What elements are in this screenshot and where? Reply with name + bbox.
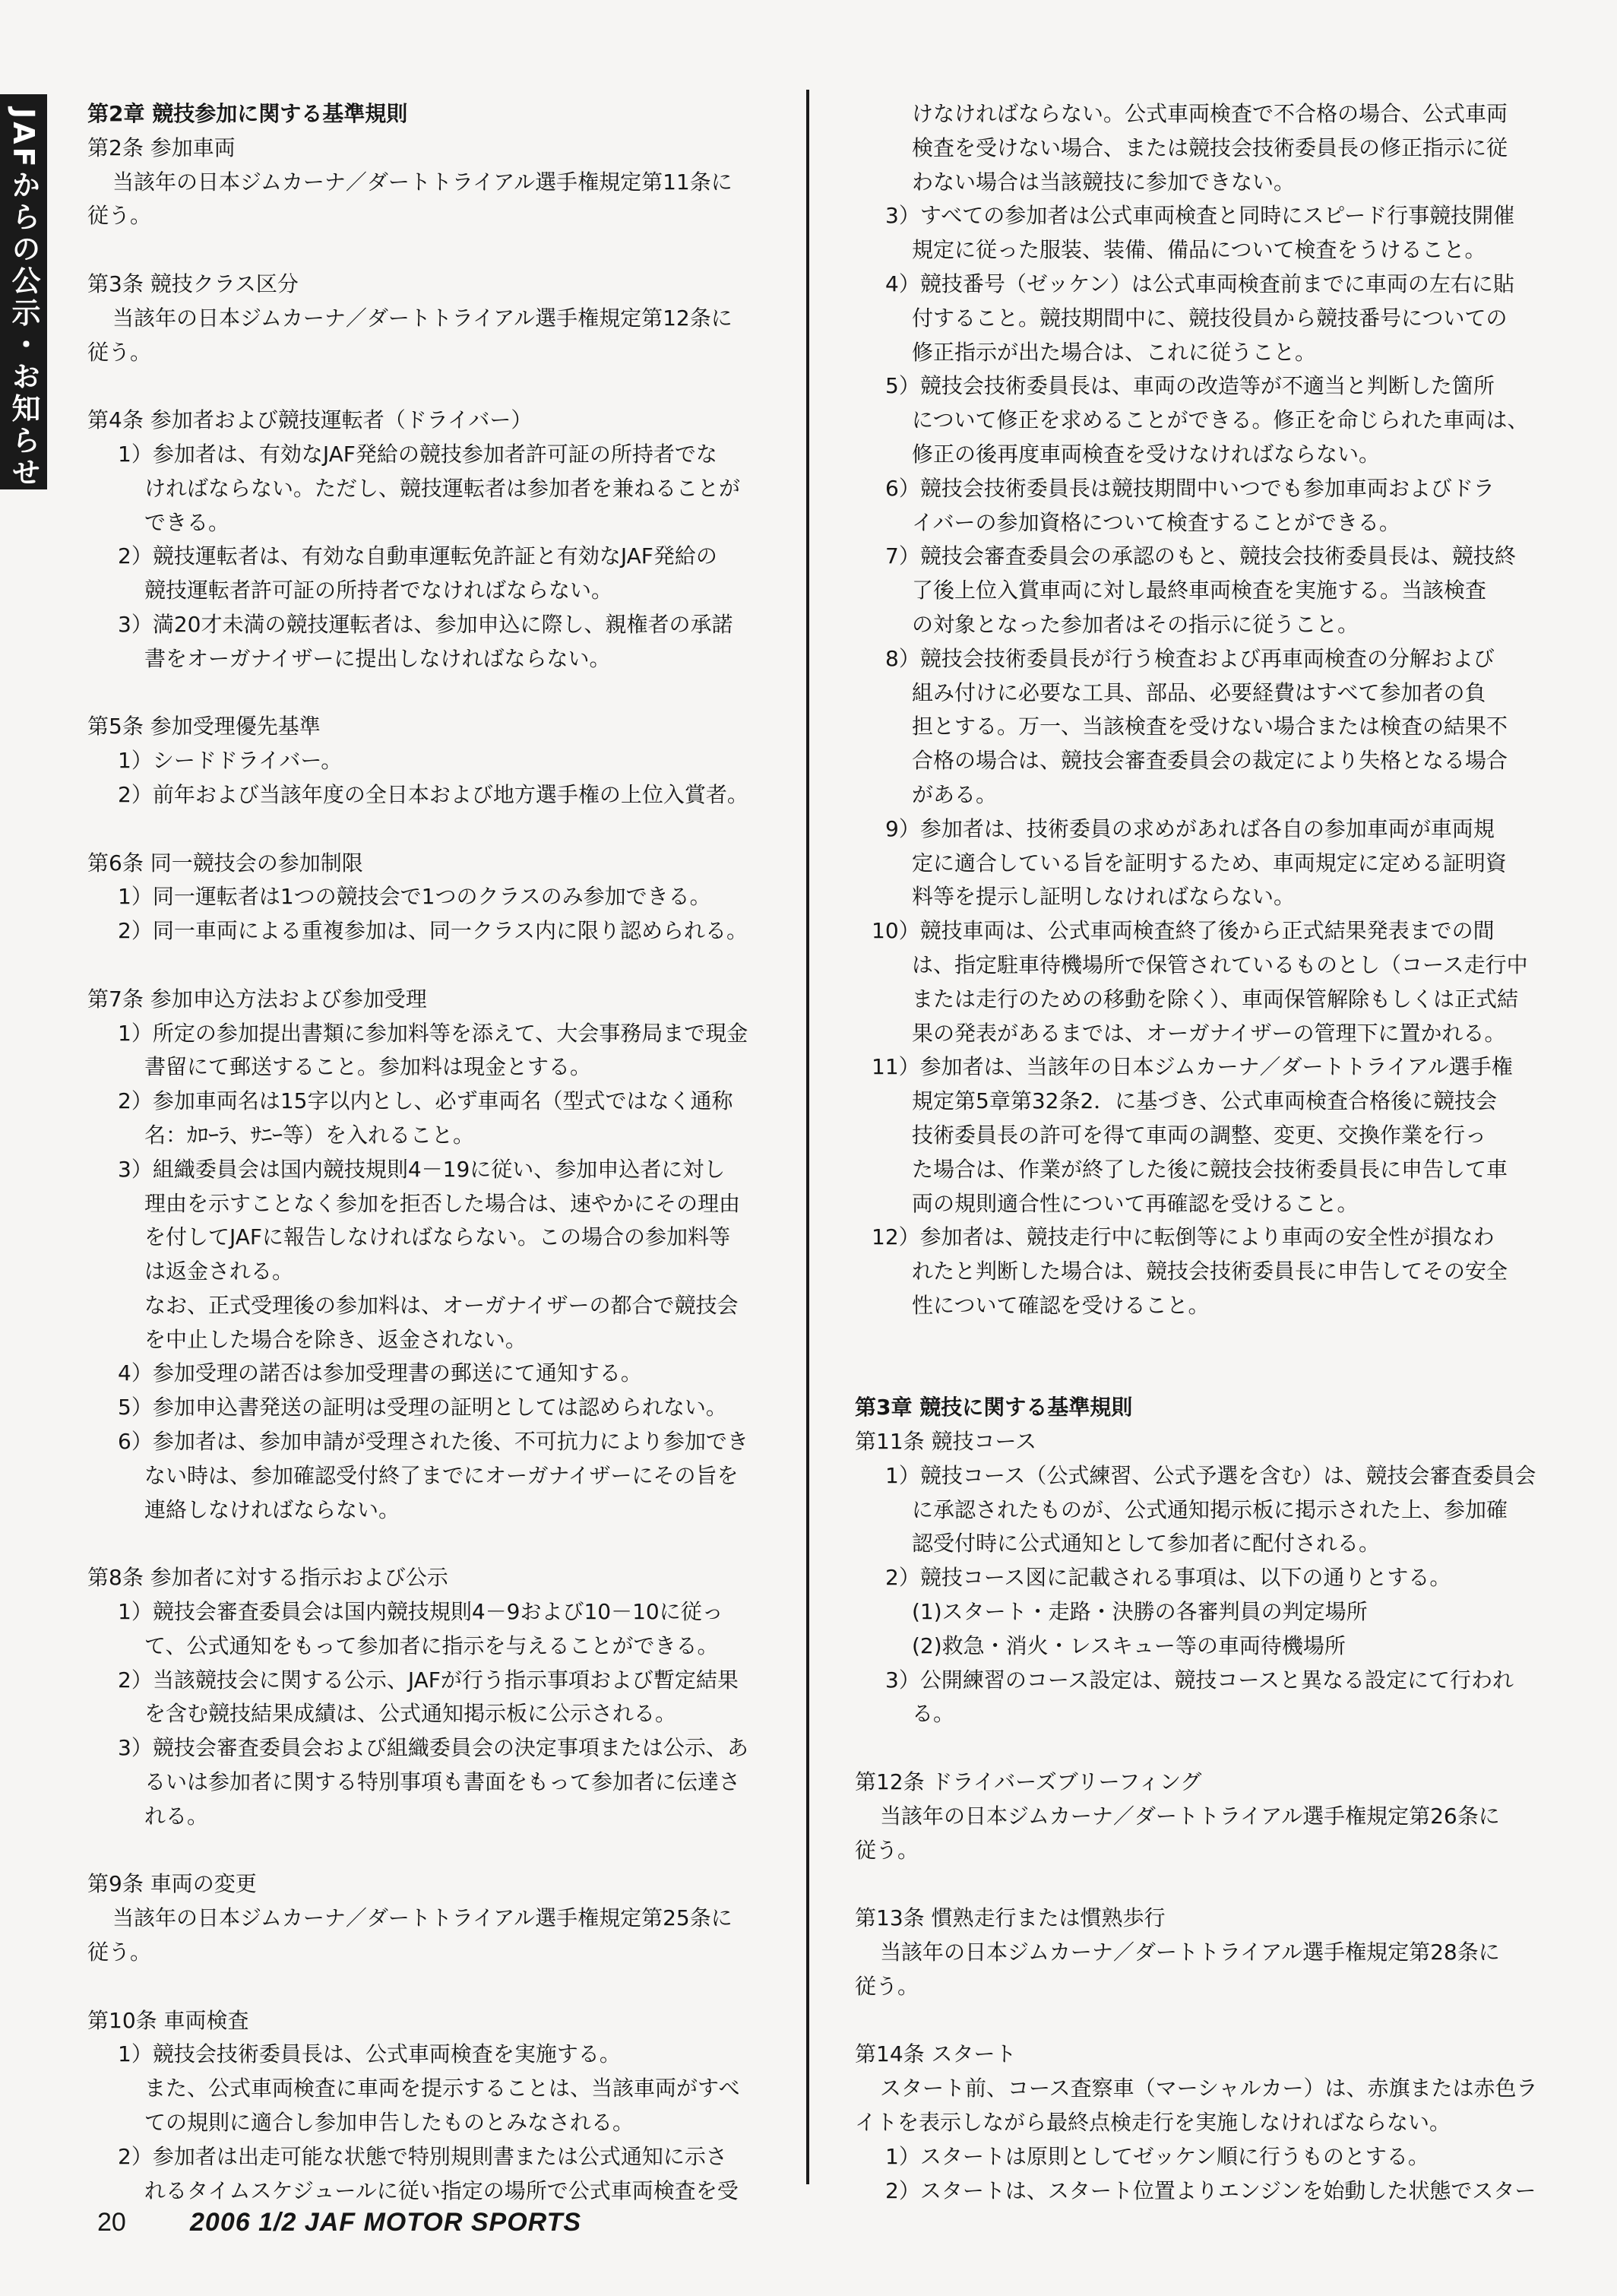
chapter-heading: 第3章 競技に関する基準規則: [855, 1395, 1133, 1420]
text-line: できる。: [144, 509, 230, 535]
text-line: 第9条 車両の変更: [87, 1871, 257, 1897]
text-line: 当該年の日本ジムカーナ／ダートトライアル選手権規定第26条に: [880, 1803, 1500, 1829]
text-line: 担とする。万一、当該検査を受けない場合または検査の結果不: [912, 714, 1508, 739]
text-line: 技術委員長の許可を得て車両の調整、変更、交換作業を行っ: [912, 1122, 1487, 1148]
text-line: 当該年の日本ジムカーナ／ダートトライアル選手権規定第28条に: [880, 1940, 1500, 1965]
text-line: るいは参加者に関する特別事項も書面をもって参加者に伝達さ: [144, 1769, 741, 1795]
text-line: 従う。: [855, 1837, 919, 1863]
text-line: 規定に従った服装、装備、備品について検査をうけること。: [912, 237, 1486, 263]
text-line: 第12条 ドライバーズブリーフィング: [855, 1769, 1202, 1795]
paragraph-spacer: [855, 2004, 1535, 2038]
text-line: 5）参加申込書発送の証明は受理の証明としては認められない。: [118, 1395, 727, 1420]
text-line: 競技運転者許可証の所持者でなければならない。: [144, 578, 613, 603]
section-tab: [0, 94, 47, 489]
text-line: 従う。: [87, 339, 152, 365]
column-divider: [806, 90, 809, 2184]
text-line: 1）競技会審査委員会は国内競技規則4－9および10－10に従っ: [118, 1599, 723, 1625]
text-line: 3）組織委員会は国内競技規則4－19に従い、参加申込者に対し: [118, 1156, 726, 1182]
paragraph-spacer: [855, 1867, 1535, 1902]
text-line: 合格の場合は、競技会審査委員会の裁定により失格となる場合: [912, 748, 1508, 774]
text-line: 9）参加者は、技術委員の求めがあれば各自の参加車両が車両規: [885, 815, 1495, 841]
text-line: について修正を求めることができる。修正を命じられた車両は、: [912, 407, 1529, 433]
paragraph-spacer: [87, 812, 771, 847]
text-line: イトを表示しながら最終点検走行を実施しなければならない。: [855, 2110, 1451, 2136]
text-line: スタート前、コース査察車（マーシャルカー）は、赤旗または赤色ラ: [880, 2076, 1538, 2101]
text-line: けなければならない。公式車両検査で不合格の場合、公式車両: [912, 101, 1508, 126]
text-line: 1）競技会技術委員長は、公式車両検査を実施する。: [118, 2041, 621, 2067]
text-line: 2）スタートは、スタート位置よりエンジンを始動した状態でスター: [885, 2177, 1536, 2203]
text-line: イバーの参加資格について検査することができる。: [912, 509, 1400, 535]
text-line: (2)救急・消火・レスキュー等の車両待機場所: [912, 1633, 1346, 1658]
text-line: 検査を受けない場合、または競技会技術委員長の修正指示に従: [912, 135, 1508, 160]
text-line: 1）同一運転者は1つの競技会で1つのクラスのみ参加できる。: [118, 884, 711, 910]
text-line: 第10条 車両検査: [87, 2007, 249, 2033]
text-line: 第4条 参加者および競技運転者（ドライバー）: [87, 407, 533, 433]
text-line: た場合は、作業が終了した後に競技会技術委員長に申告して車: [912, 1156, 1508, 1182]
text-line: 2）参加車両名は15字以内とし、必ず車両名（型式ではなく通称: [118, 1088, 733, 1114]
paragraph-spacer: [87, 233, 771, 268]
text-line: 7）競技会審査委員会の承認のもと、競技会技術委員長は、競技終: [885, 543, 1516, 569]
text-line: 修正の後再度車両検査を受けなければならない。: [912, 441, 1381, 467]
text-line: 性について確認を受けること。: [912, 1292, 1210, 1318]
left-column: [87, 97, 771, 2208]
text-line: ない時は、参加確認受付終了までにオーガナイザーにその旨を: [144, 1462, 739, 1488]
text-line: わない場合は当該競技に参加できない。: [912, 169, 1296, 195]
text-line: ければならない。ただし、競技運転者は参加者を兼ねることが: [144, 475, 741, 501]
chapter-heading: 第2章 競技参加に関する基準規則: [87, 101, 408, 126]
text-line: 4）競技番号（ゼッケン）は公式車両検査前までに車両の左右に貼: [885, 271, 1514, 296]
text-line: 了後上位入賞車両に対し最終車両検査を実施する。当該検査: [912, 578, 1487, 603]
text-line: 名：ｶﾛｰﾗ、ｻﾆｰ等）を入れること。: [144, 1122, 475, 1148]
text-line: 6）参加者は、参加申請が受理された後、不可抗力により参加でき: [118, 1429, 748, 1455]
text-line: れたと判断した場合は、競技会技術委員長に申告してその安全: [912, 1259, 1508, 1284]
text-line: 認受付時に公式通知として参加者に配付される。: [912, 1531, 1381, 1557]
text-line: 第8条 参加者に対する指示および公示: [87, 1565, 448, 1591]
paragraph-spacer: [87, 676, 771, 711]
text-line: 1）所定の参加提出書類に参加料等を添えて、大会事務局まで現金: [118, 1020, 748, 1046]
text-line: または走行のための移動を除く）、車両保管解除もしくは正式結: [912, 986, 1519, 1012]
paragraph-spacer: [855, 1731, 1535, 1766]
text-line: 書をオーガナイザーに提出しなければならない。: [144, 645, 611, 671]
paragraph-spacer: [87, 1527, 771, 1561]
text-line: (1)スタート・走路・決勝の各審判員の判定場所: [912, 1599, 1368, 1625]
text-line: 第14条 スタート: [855, 2041, 1017, 2067]
text-line: ての規則に適合し参加申告したものとみなされる。: [144, 2110, 634, 2136]
text-line: 第5条 参加受理優先基準: [87, 714, 321, 739]
text-line: なお、正式受理後の参加料は、オーガナイザーの都合で競技会: [144, 1292, 739, 1318]
text-line: 第11条 競技コース: [855, 1429, 1037, 1455]
text-line: 規定第5章第32条2．に基づき、公式車両検査合格後に競技会: [912, 1088, 1498, 1114]
text-line: 付すること。競技期間中に、競技役員から競技番号についての: [912, 305, 1508, 331]
text-line: 第7条 参加申込方法および参加受理: [87, 986, 427, 1012]
text-line: 第2条 参加車両: [87, 135, 236, 160]
paragraph-spacer: [87, 948, 771, 983]
paragraph-spacer: [87, 1834, 771, 1868]
text-line: 当該年の日本ジムカーナ／ダートトライアル選手権規定第11条に: [112, 169, 733, 195]
text-line: 12）参加者は、競技走行中に転倒等により車両の安全性が損なわ: [872, 1224, 1495, 1250]
text-line: 当該年の日本ジムカーナ／ダートトライアル選手権規定第12条に: [112, 305, 733, 331]
text-line: は、指定駐車待機場所で保管されているものとし（コース走行中: [912, 952, 1528, 977]
text-line: 6）競技会技術委員長は競技期間中いつでも参加車両およびドラ: [885, 475, 1495, 501]
publication-title: 2006 1/2 JAF MOTOR SPORTS: [190, 2208, 582, 2237]
text-line: 連絡しなければならない。: [144, 1496, 400, 1522]
text-line: 4）参加受理の諾否は参加受理書の郵送にて通知する。: [118, 1360, 642, 1386]
paragraph-spacer: [855, 1323, 1535, 1357]
paragraph-spacer: [87, 1970, 771, 2004]
text-line: 1）スタートは原則としてゼッケン順に行うものとする。: [885, 2143, 1429, 2169]
text-line: 両の規則適合性について再確認を受けること。: [912, 1190, 1359, 1216]
text-line: 第3条 競技クラス区分: [87, 271, 299, 296]
text-line: 当該年の日本ジムカーナ／ダートトライアル選手権規定第25条に: [112, 1905, 733, 1931]
text-line: 2）参加者は出走可能な状態で特別規則書または公式通知に示さ: [118, 2143, 727, 2169]
text-line: る。: [912, 1701, 955, 1727]
section-tab-label: JAFからの公示・お知らせ: [7, 108, 40, 489]
text-line: の対象となった参加者はその指示に従うこと。: [912, 611, 1359, 637]
text-line: 果の発表があるまでは、オーガナイザーの管理下に置かれる。: [912, 1020, 1506, 1046]
text-line: 2）前年および当該年度の全日本および地方選手権の上位入賞者。: [118, 781, 748, 807]
text-line: を付してJAFに報告しなければならない。この場合の参加料等: [144, 1224, 731, 1250]
text-line: 5）競技会技術委員長は、車両の改造等が不適当と判断した箇所: [885, 373, 1495, 399]
text-line: がある。: [912, 781, 998, 807]
text-line: 従う。: [855, 1973, 919, 1999]
text-line: 10）競技車両は、公式車両検査終了後から正式結果発表までの間: [872, 918, 1495, 944]
text-line: れる。: [144, 1803, 209, 1829]
text-line: また、公式車両検査に車両を提示することは、当該車両がすべ: [144, 2076, 740, 2101]
paragraph-spacer: [87, 369, 771, 404]
text-line: 組み付けに必要な工具、部品、必要経費はすべて参加者の負: [912, 679, 1486, 705]
paragraph-spacer: [855, 1357, 1535, 1391]
text-line: 3）すべての参加者は公式車両検査と同時にスピード行事競技開催: [885, 203, 1515, 229]
text-line: 書留にて郵送すること。参加料は現金とする。: [144, 1054, 592, 1080]
text-line: を含む競技結果成績は、公式通知掲示板に公示される。: [144, 1701, 677, 1727]
page-number: 20: [97, 2208, 126, 2237]
text-line: 理由を示すことなく参加を拒否した場合は、速やかにその理由: [144, 1190, 741, 1216]
text-line: に承認されたものが、公式通知掲示板に掲示された上、参加確: [912, 1496, 1508, 1522]
text-line: れるタイムスケジュールに従い指定の場所で公式車両検査を受: [144, 2177, 739, 2203]
text-line: て、公式通知をもって参加者に指示を与えることができる。: [144, 1633, 719, 1658]
text-line: 従う。: [87, 203, 152, 229]
text-line: 8）競技会技術委員長が行う検査および再車両検査の分解および: [885, 645, 1495, 671]
text-line: 2）当該競技会に関する公示、JAFが行う指示事項および暫定結果: [118, 1667, 739, 1693]
text-line: は返金される。: [144, 1259, 294, 1284]
text-line: 3）公開練習のコース設定は、競技コースと異なる設定にて行われ: [885, 1667, 1514, 1693]
text-line: を中止した場合を除き、返金されない。: [144, 1326, 527, 1352]
text-line: 11）参加者は、当該年の日本ジムカーナ／ダートトライアル選手権: [872, 1054, 1513, 1080]
text-line: 従う。: [87, 1940, 152, 1965]
right-column: [855, 97, 1538, 2208]
text-line: 2）同一車両による重複参加は、同一クラス内に限り認められる。: [118, 918, 748, 944]
text-line: 1）シードドライバー。: [118, 748, 343, 774]
text-line: 3）満20才未満の競技運転者は、参加申込に際し、親権者の承諾: [118, 611, 733, 637]
text-line: 定に適合している旨を証明するため、車両規定に定める証明資: [912, 850, 1507, 876]
text-line: 1）参加者は、有効なJAF発給の競技参加者許可証の所持者でな: [118, 441, 717, 467]
text-line: 3）競技会審査委員会および組織委員会の決定事項または公示、あ: [118, 1735, 748, 1761]
text-line: 2）競技運転者は、有効な自動車運転免許証と有効なJAF発給の: [118, 543, 717, 569]
text-line: 1）競技コース（公式練習、公式予選を含む）は、競技会審査委員会: [885, 1462, 1536, 1488]
text-line: 修正指示が出た場合は、これに従うこと。: [912, 339, 1317, 365]
text-line: 2）競技コース図に記載される事項は、以下の通りとする。: [885, 1565, 1451, 1591]
text-line: 第6条 同一競技会の参加制限: [87, 850, 363, 876]
text-line: 第13条 慣熟走行または慣熟歩行: [855, 1905, 1166, 1931]
text-line: 料等を提示し証明しなければならない。: [912, 884, 1296, 910]
